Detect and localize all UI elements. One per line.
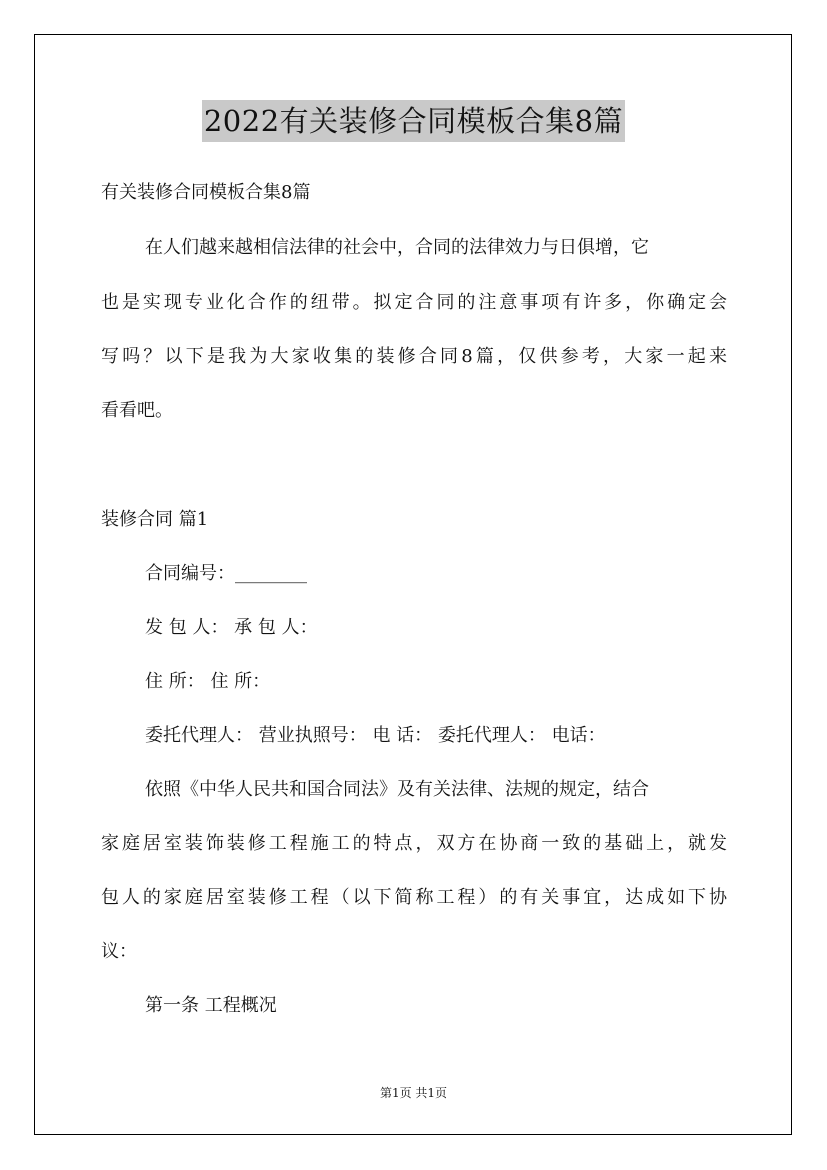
parties-line: 发 包 人： 承 包 人：: [145, 617, 318, 638]
contract-number: 合同编号：________: [145, 563, 307, 584]
section-heading: 装修合同 篇1: [101, 509, 209, 530]
basis-line-3: 包人的家庭居室装修工程（以下简称工程）的有关事宜，达成如下协: [101, 887, 727, 908]
intro-line-1: 在人们越来越相信法律的社会中，合同的法律效力与日俱增，它: [145, 237, 649, 258]
document-subtitle: 有关装修合同模板合集8篇: [101, 182, 311, 203]
agents-line: 委托代理人： 营业执照号： 电 话： 委托代理人： 电话：: [145, 725, 606, 746]
intro-line-3: 写吗？以下是我为大家收集的装修合同8篇，仅供参考，大家一起来: [101, 346, 727, 367]
article-1-heading: 第一条 工程概况: [145, 995, 277, 1016]
intro-line-4: 看看吧。: [101, 400, 173, 421]
basis-line-1: 依照《中华人民共和国合同法》及有关法律、法规的规定，结合: [145, 779, 649, 800]
intro-line-2: 也是实现专业化合作的纽带。拟定合同的注意事项有许多，你确定会: [101, 292, 727, 313]
document-title: 2022有关装修合同模板合集8篇: [202, 100, 625, 142]
page-footer: 第1页 共1页: [379, 1086, 448, 1100]
title-container: [0, 100, 827, 142]
basis-line-4: 议：: [101, 941, 137, 962]
basis-line-2: 家庭居室装饰装修工程施工的特点，双方在协商一致的基础上，就发: [101, 833, 727, 854]
address-line: 住 所： 住 所：: [145, 671, 271, 692]
